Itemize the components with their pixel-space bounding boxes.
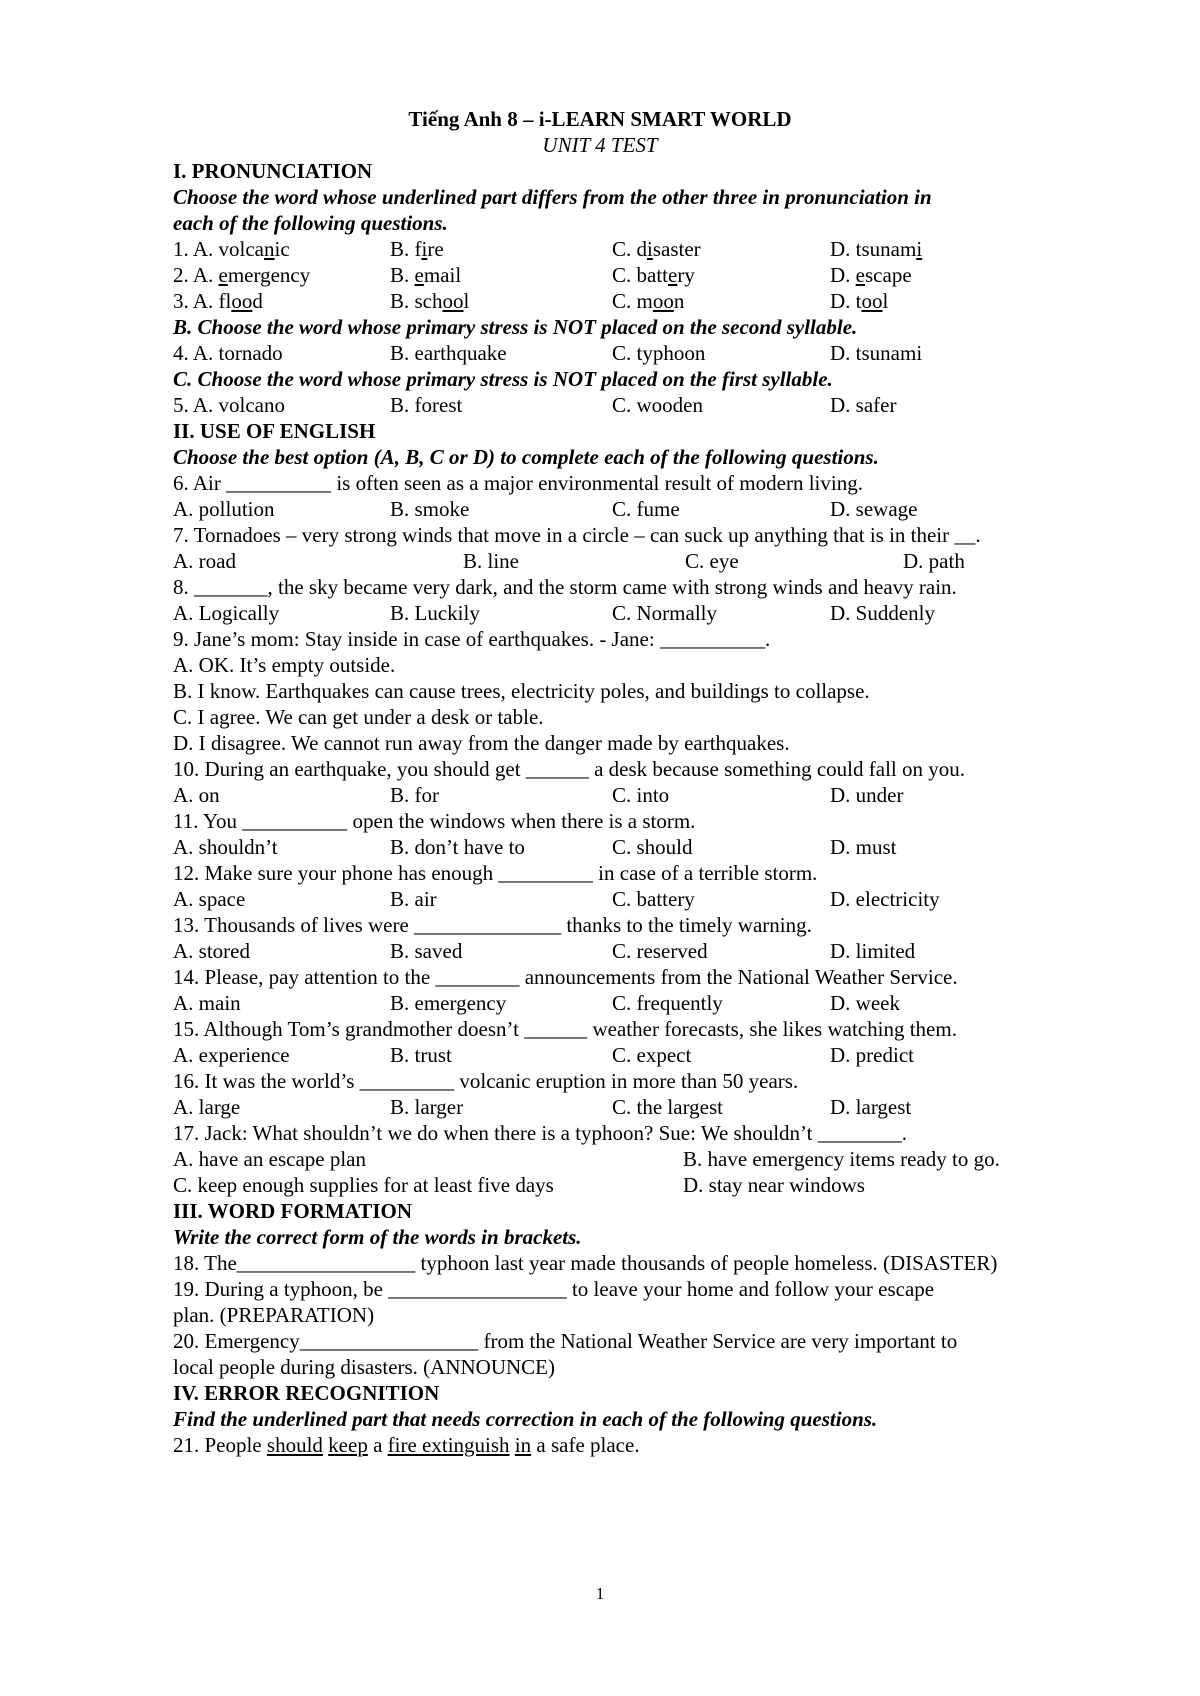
q13-option-b: B. saved — [390, 939, 463, 963]
q6-option-b: B. smoke — [390, 497, 470, 521]
q9-stem: 9. Jane’s mom: Stay inside in case of earthquakes. - Jane: __________. — [173, 627, 771, 651]
q2-option-d: D. escape — [830, 263, 912, 287]
q16-option-c: C. the largest — [612, 1095, 724, 1119]
q1-option-b: B. fire — [390, 237, 444, 261]
q8-option-b: B. Luckily — [390, 601, 480, 625]
section-heading-word-formation: III. WORD FORMATION — [173, 1199, 412, 1223]
instruction-use-of-english: Choose the best option (A, B, C or D) to complete each of the following questions. — [173, 445, 879, 469]
q15-option-d: D. predict — [830, 1043, 914, 1067]
q12-option-c: C. battery — [612, 887, 695, 911]
q19-stem-line2: plan. (PREPARATION) — [173, 1303, 375, 1327]
instruction-pronunciation-2: each of the following questions. — [173, 211, 448, 235]
q12-stem: 12. Make sure your phone has enough _________ in case of a terrible storm. — [173, 861, 818, 885]
q10-stem: 10. During an earthquake, you should get ______ a desk because something could fall on you. — [173, 757, 965, 781]
q17-stem: 17. Jack: What shouldn’t we do when there is a typhoon? Sue: We shouldn’t ________. — [173, 1121, 907, 1145]
q9-option-d: D. I disagree. We cannot run away from the danger made by earthquakes. — [173, 731, 790, 755]
q8-option-c: C. Normally — [612, 601, 717, 625]
q7-stem: 7. Tornadoes – very strong winds that move in a circle – can suck up anything that is in their __. — [173, 523, 981, 547]
q14-option-a: A. main — [173, 991, 241, 1015]
q3-option-a: 3. A. flood — [173, 289, 263, 313]
q8-option-a: A. Logically — [173, 601, 280, 625]
q3-option-c: C. moon — [612, 289, 685, 313]
q14-option-c: C. frequently — [612, 991, 723, 1015]
q7-option-d: D. path — [903, 549, 965, 573]
document-title: Tiếng Anh 8 – i-LEARN SMART WORLD — [408, 107, 792, 131]
q7-option-a: A. road — [173, 549, 236, 573]
q4-option-d: D. tsunami — [830, 341, 923, 365]
instruction-word-formation: Write the correct form of the words in brackets. — [173, 1225, 582, 1249]
q12-option-d: D. electricity — [830, 887, 940, 911]
q15-option-b: B. trust — [390, 1043, 452, 1067]
q7-option-c: C. eye — [685, 549, 739, 573]
q14-stem: 14. Please, pay attention to the ________ announcements from the National Weather Service. — [173, 965, 958, 989]
q20-stem-line2: local people during disasters. (ANNOUNCE) — [173, 1355, 555, 1379]
q5-option-a: 5. A. volcano — [173, 393, 285, 417]
q9-option-b: B. I know. Earthquakes can cause trees, electricity poles, and buildings to collapse. — [173, 679, 870, 703]
q8-stem: 8. _______, the sky became very dark, and the storm came with strong winds and heavy rain. — [173, 575, 957, 599]
q15-stem: 15. Although Tom’s grandmother doesn’t ______ weather forecasts, she likes watching them. — [173, 1017, 957, 1041]
q14-option-b: B. emergency — [390, 991, 507, 1015]
q1-option-a: 1. A. volcanic — [173, 237, 290, 261]
section-heading-error-recognition: IV. ERROR RECOGNITION — [173, 1381, 440, 1405]
q6-stem: 6. Air __________ is often seen as a major environmental result of modern living. — [173, 471, 863, 495]
q6-option-d: D. sewage — [830, 497, 918, 521]
q14-option-d: D. week — [830, 991, 900, 1015]
q11-stem: 11. You __________ open the windows when there is a storm. — [173, 809, 696, 833]
q16-option-d: D. largest — [830, 1095, 912, 1119]
q2-option-a: 2. A. emergency — [173, 263, 311, 287]
q3-option-b: B. school — [390, 289, 470, 313]
instruction-stress-first: C. Choose the word whose primary stress is NOT placed on the first syllable. — [173, 367, 833, 391]
q2-option-c: C. battery — [612, 263, 695, 287]
q16-option-b: B. larger — [390, 1095, 464, 1119]
instruction-error-recognition: Find the underlined part that needs correction in each of the following questions. — [173, 1407, 878, 1431]
q10-option-d: D. under — [830, 783, 904, 807]
instruction-pronunciation-1: Choose the word whose underlined part differs from the other three in pronunciation in — [173, 185, 932, 209]
q10-option-a: A. on — [173, 783, 220, 807]
q4-option-b: B. earthquake — [390, 341, 507, 365]
q10-option-c: C. into — [612, 783, 670, 807]
q5-option-d: D. safer — [830, 393, 897, 417]
section-heading-use-of-english: II. USE OF ENGLISH — [173, 419, 376, 443]
q21-stem: 21. People should keep a fire extinguish in a safe place. — [173, 1433, 640, 1457]
q11-option-b: B. don’t have to — [390, 835, 525, 859]
q4-option-c: C. typhoon — [612, 341, 706, 365]
page-number: 1 — [595, 1584, 605, 1603]
q6-option-c: C. fume — [612, 497, 680, 521]
q4-option-a: 4. A. tornado — [173, 341, 283, 365]
q10-option-b: B. for — [390, 783, 439, 807]
q9-option-c: C. I agree. We can get under a desk or table. — [173, 705, 544, 729]
q18-stem: 18. The_________________ typhoon last year made thousands of people homeless. (DISASTER) — [173, 1251, 998, 1275]
q1-option-c: C. disaster — [612, 237, 701, 261]
q13-option-a: A. stored — [173, 939, 250, 963]
instruction-stress-second: B. Choose the word whose primary stress is NOT placed on the second syllable. — [173, 315, 858, 339]
q3-option-d: D. tool — [830, 289, 889, 313]
q12-option-a: A. space — [173, 887, 246, 911]
q6-option-a: A. pollution — [173, 497, 275, 521]
q17-option-c: C. keep enough supplies for at least five days — [173, 1173, 554, 1197]
q5-option-b: B. forest — [390, 393, 463, 417]
q11-option-a: A. shouldn’t — [173, 835, 278, 859]
section-heading-pronunciation: I. PRONUNCIATION — [173, 159, 373, 183]
q16-option-a: A. large — [173, 1095, 241, 1119]
q17-option-b: B. have emergency items ready to go. — [683, 1147, 1000, 1171]
q15-option-c: C. expect — [612, 1043, 692, 1067]
document-subtitle: UNIT 4 TEST — [542, 133, 658, 157]
q5-option-c: C. wooden — [612, 393, 703, 417]
q16-stem: 16. It was the world’s _________ volcanic eruption in more than 50 years. — [173, 1069, 799, 1093]
q7-option-b: B. line — [463, 549, 519, 573]
q15-option-a: A. experience — [173, 1043, 290, 1067]
q12-option-b: B. air — [390, 887, 437, 911]
q11-option-d: D. must — [830, 835, 897, 859]
q20-stem-line1: 20. Emergency_________________ from the National Weather Service are very important to — [173, 1329, 958, 1353]
q13-stem: 13. Thousands of lives were ______________ thanks to the timely warning. — [173, 913, 812, 937]
q11-option-c: C. should — [612, 835, 693, 859]
q17-option-a: A. have an escape plan — [173, 1147, 366, 1171]
q8-option-d: D. Suddenly — [830, 601, 935, 625]
q13-option-d: D. limited — [830, 939, 916, 963]
q9-option-a: A. OK. It’s empty outside. — [173, 653, 396, 677]
q2-option-b: B. email — [390, 263, 462, 287]
q13-option-c: C. reserved — [612, 939, 708, 963]
q19-stem-line1: 19. During a typhoon, be _________________ to leave your home and follow your escape — [173, 1277, 935, 1301]
q1-option-d: D. tsunami — [830, 237, 923, 261]
q17-option-d: D. stay near windows — [683, 1173, 865, 1197]
